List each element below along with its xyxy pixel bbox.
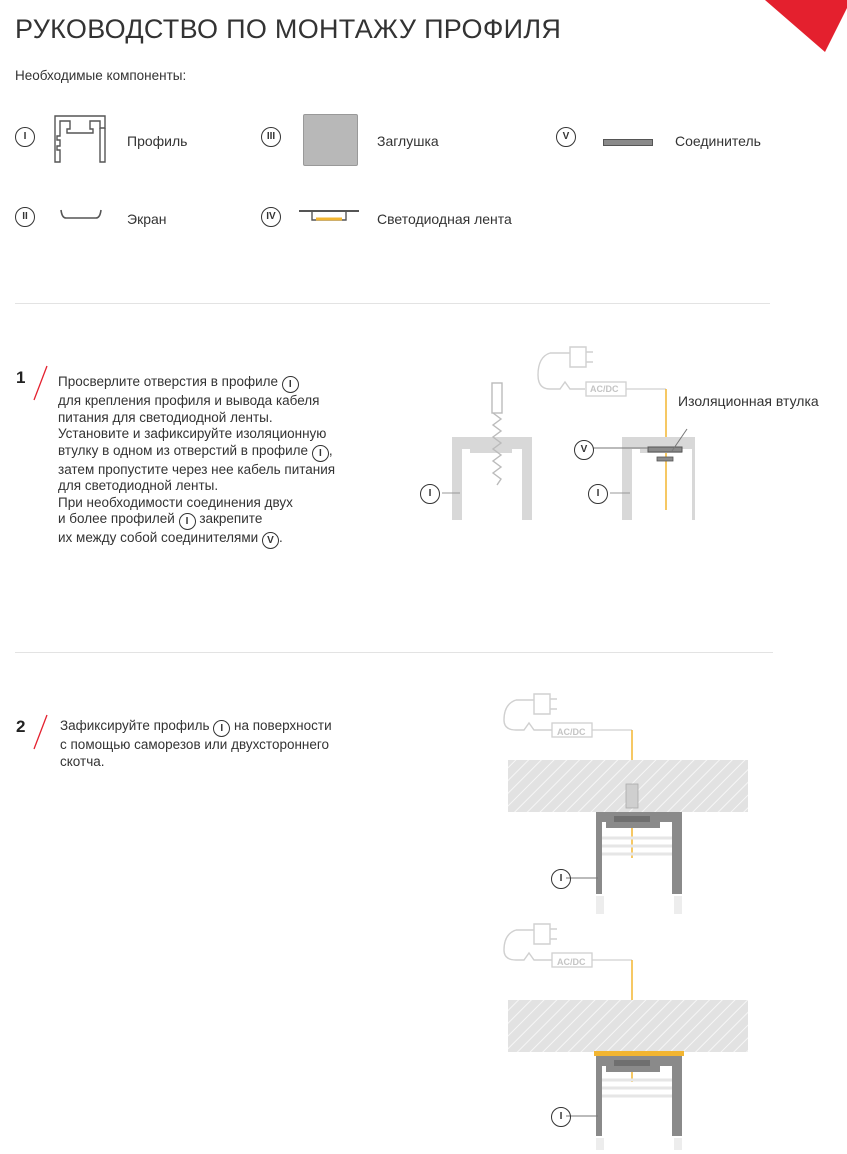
component-label-end-cap: Заглушка (377, 133, 439, 149)
step-2b-psu-label: AC/DC (557, 957, 586, 967)
component-connector (556, 126, 576, 147)
step-text-line: При необходимости соединения двух (58, 494, 293, 510)
profile-callout-left (420, 483, 440, 504)
connector-callout (574, 439, 594, 460)
numeral-badge: I (588, 484, 608, 504)
numeral-badge: V (574, 440, 594, 460)
step-text-line: Просверлите отверстия в профиле (58, 374, 279, 389)
bushing-label: Изоляционная втулка (678, 393, 819, 409)
numeral-badge: I (15, 127, 35, 147)
numeral-badge: V (262, 532, 279, 549)
component-label-profile: Профиль (127, 133, 188, 149)
numeral-badge: II (15, 207, 35, 227)
components-subtitle: Необходимые компоненты: (15, 68, 187, 83)
numeral-badge: III (261, 127, 281, 147)
punctuation: . (278, 530, 283, 545)
connector-icon (603, 139, 653, 146)
step-1-number: 1 (16, 368, 26, 387)
step-text-line: скотча. (60, 753, 105, 769)
numeral-badge: I (282, 376, 299, 393)
step-2-diagram-tape (498, 918, 760, 1150)
numeral-badge: V (556, 127, 576, 147)
end-cap-icon (303, 114, 358, 166)
component-end-cap (261, 126, 281, 147)
numeral-badge: I (551, 869, 571, 889)
numeral-badge: I (551, 1107, 571, 1127)
section-divider (15, 652, 773, 653)
step-text-line: на поверхности (234, 718, 332, 733)
component-diffuser (15, 206, 35, 227)
step-2-instructions (60, 718, 400, 770)
step-text-line: затем пропустите через нее кабель питания (58, 461, 336, 477)
step-text-line: закрепите (199, 511, 263, 526)
profile-callout-2a (551, 868, 571, 889)
component-led-strip (261, 206, 281, 227)
step-text-line: Установите и зафиксируйте изоляционную (58, 426, 327, 441)
corner-accent-logo (737, 0, 847, 52)
step-text-line: с помощью саморезов или двухстороннего (60, 737, 330, 752)
section-divider (15, 303, 770, 304)
component-label-led-strip: Светодиодная лента (377, 211, 512, 227)
step-2-number: 2 (16, 717, 26, 736)
step-text-line: для крепления профиля и вывода кабеля (58, 393, 320, 408)
step-text-line: втулку в одном из отверстий в профиле (58, 442, 309, 458)
profile-callout-right (588, 483, 608, 504)
component-label-diffuser: Экран (127, 211, 167, 227)
step-2-diagram-screws (498, 688, 760, 920)
drill-bit-icon (492, 383, 502, 485)
led-strip-icon (298, 208, 360, 224)
punctuation: , (328, 442, 333, 458)
power-plug-icon (504, 694, 557, 730)
step-slash (31, 364, 49, 402)
step-1-instructions (58, 374, 398, 549)
numeral-badge: IV (261, 207, 281, 227)
diffuser-screen-icon (59, 208, 103, 222)
step-text-line: и более профилей (58, 511, 175, 526)
profile-callout-2b (551, 1106, 571, 1127)
profile-icon (52, 114, 108, 164)
power-plug-icon (504, 924, 557, 960)
step-text-line: их между собой соединителями (58, 530, 259, 545)
power-plug-icon (538, 347, 593, 389)
step-2a-psu-label: AC/DC (557, 727, 586, 737)
component-profile (15, 126, 35, 147)
numeral-badge: I (213, 720, 230, 737)
step-1-diagram (410, 345, 695, 530)
step-text-line: питания для светодиодной ленты. (58, 409, 273, 425)
numeral-badge: I (179, 513, 196, 530)
numeral-badge: I (420, 484, 440, 504)
step-text-line: Зафиксируйте профиль (60, 718, 210, 733)
numeral-badge: I (312, 445, 329, 462)
step-1-psu-label: AC/DC (590, 384, 619, 394)
step-text-line: для светодиодной ленты. (58, 478, 219, 493)
page-title: РУКОВОДСТВО ПО МОНТАЖУ ПРОФИЛЯ (15, 14, 562, 44)
double-sided-tape (594, 1051, 684, 1056)
component-label-connector: Соединитель (675, 133, 761, 149)
step-slash (31, 713, 49, 751)
